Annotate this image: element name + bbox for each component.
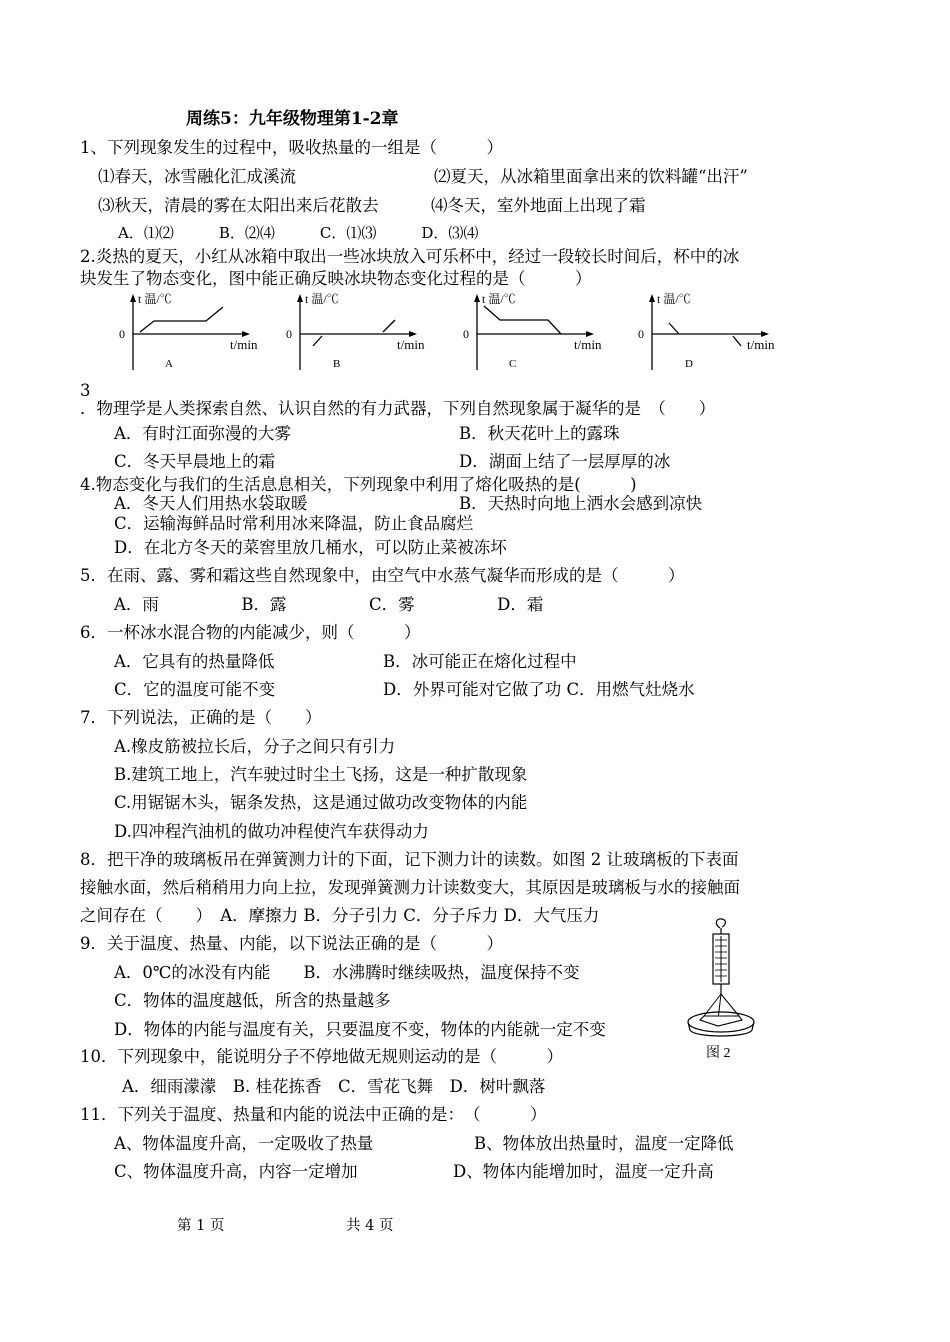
- q11-option-b: B、物体放出热量时，温度一定降低: [474, 1134, 734, 1153]
- q1-item-2: ⑵夏天，从冰箱里面拿出来的饮料罐“出汗”: [434, 167, 748, 186]
- graph-c: [462, 290, 632, 374]
- q4-option-b: B．天热时向地上洒水会感到凉快: [459, 494, 703, 513]
- q6-option-b: B．冰可能正在熔化过程中: [383, 652, 577, 671]
- q3-option-d: D．湖面上结了一层厚厚的冰: [459, 452, 671, 471]
- q5-options: A．雨 B．露 C．雾 D．霜: [114, 595, 544, 614]
- q4-option-c: C．运输海鲜品时常利用冰来降温，防止食品腐烂: [114, 514, 474, 533]
- graph-b-letter: B: [333, 358, 341, 370]
- q9-stem: 9．关于温度、热量、内能，以下说法正确的是（ ）: [80, 934, 503, 953]
- graph-a-letter: A: [165, 358, 173, 370]
- q6-option-a: A．它具有的热量降低: [114, 652, 275, 671]
- q3-option-b: B．秋天花叶上的露珠: [459, 424, 620, 443]
- q1-item-4: ⑷冬天，室外地面上出现了霜: [431, 196, 646, 215]
- q2-stem-1: 2.炎热的夏天，小红从冰箱中取出一些冰块放入可乐杯中，经过一段较长时间后，杯中的冰: [80, 247, 740, 266]
- graph-b: [285, 290, 455, 374]
- q9-option-ab: A．0℃的冰没有内能 B．水沸腾时继续吸热，温度保持不变: [114, 963, 580, 982]
- q3-number: 3: [80, 381, 91, 400]
- q5-stem: 5．在雨、露、雾和霜这些自然现象中，由空气中水蒸气凝华而形成的是（ ）: [80, 566, 685, 585]
- graph-b-origin: 0: [286, 327, 292, 341]
- graph-a-origin: 0: [119, 327, 125, 341]
- q11-option-d: D、物体内能增加时，温度一定升高: [453, 1162, 714, 1181]
- q11-stem: 11．下列关于温度、热量和内能的说法中正确的是： （ ）: [80, 1105, 547, 1124]
- q9-option-c: C．物体的温度越低，所含的热量越多: [114, 991, 391, 1010]
- page-total: 共 4 页: [346, 1218, 394, 1234]
- graph-d-xlabel: t/min: [747, 337, 775, 352]
- q9-option-d: D．物体的内能与温度有关，只要温度不变，物体的内能就一定不变: [114, 1020, 606, 1039]
- graph-b-ylabel: t 温/℃: [305, 292, 339, 306]
- page-number: 第 1 页: [177, 1218, 225, 1234]
- q7-option-d: D.四冲程汽油机的做功冲程使汽车获得动力: [114, 822, 429, 841]
- q8-line-3: 之间存在（ ） A．摩擦力 B．分子引力 C．分子斥力 D．大气压力: [80, 906, 600, 925]
- q4-option-a: A．冬天人们用热水袋取暖: [114, 494, 308, 513]
- q3-option-c: C．冬天早晨地上的霜: [114, 452, 276, 471]
- q10-options: A．细雨濛濛 B. 桂花拣香 C．雪花飞舞 D．树叶飘落: [122, 1077, 546, 1096]
- q1-stem: 1、下列现象发生的过程中，吸收热量的一组是（ ）: [80, 138, 503, 157]
- figure-2-caption: 图 2: [706, 1046, 731, 1061]
- q6-option-d: D．外界可能对它做了功 C．用燃气灶烧水: [383, 680, 695, 699]
- graph-c-origin: 0: [463, 327, 469, 341]
- graph-d-letter: D: [685, 358, 693, 370]
- graph-d-ylabel: t 温/℃: [657, 292, 691, 306]
- q10-stem: 10．下列现象中，能说明分子不停地做无规则运动的是（ ）: [80, 1047, 563, 1066]
- q3-stem: ．物理学是人类探索自然、认识自然的有力武器，下列自然现象属于凝华的是 （ ）: [80, 399, 716, 418]
- figure-2: [684, 916, 764, 1066]
- q7-option-c: C.用锯锯木头，锯条发热，这是通过做功改变物体的内能: [114, 793, 528, 812]
- q1-options: A．⑴⑵ B．⑵⑷ C．⑴⑶ D．⑶⑷: [118, 224, 479, 242]
- q4-option-d: D．在北方冬天的菜窖里放几桶水，可以防止菜被冻坏: [114, 538, 507, 557]
- graph-c-ylabel: t 温/℃: [482, 292, 516, 306]
- q8-line-2: 接触水面，然后稍稍用力向上拉，发现弹簧测力计读数变大，其原因是玻璃板与水的接触面: [80, 878, 740, 897]
- q7-option-a: A.橡皮筋被拉长后，分子之间只有引力: [114, 737, 396, 756]
- q3-option-a: A．有时江面弥漫的大雾: [114, 424, 291, 443]
- page-title: 周练5：九年级物理第1-2章: [186, 109, 399, 129]
- q2-stem-2: 块发生了物态变化，图中能正确反映冰块物态变化过程的是（ ）: [80, 269, 592, 288]
- graph-a-xlabel: t/min: [230, 337, 258, 352]
- q6-stem: 6．一杯冰水混合物的内能减少，则（ ）: [80, 623, 421, 642]
- q4-stem: 4.物态变化与我们的生活息息相关，下列现象中利用了熔化吸热的是( ): [80, 475, 637, 494]
- graph-a-ylabel: t 温/℃: [138, 292, 172, 306]
- q1-item-3: ⑶秋天，清晨的雾在太阳出来后花散去: [98, 196, 379, 215]
- graph-d: [637, 290, 812, 374]
- q7-option-b: B.建筑工地上，汽车驶过时尘土飞扬，这是一种扩散现象: [114, 765, 528, 784]
- q11-option-a: A、物体温度升高，一定吸收了热量: [114, 1134, 374, 1153]
- q8-line-1: 8．把干净的玻璃板吊在弹簧测力计的下面，记下测力计的读数。如图 2 让玻璃板的下表面: [80, 850, 739, 869]
- graph-a: [118, 290, 288, 374]
- q1-item-1: ⑴春天，冰雪融化汇成溪流: [98, 167, 296, 186]
- graph-c-letter: C: [509, 358, 517, 370]
- q11-option-c: C、物体温度升高，内容一定增加: [114, 1162, 358, 1181]
- q6-option-c: C．它的温度可能不变: [114, 680, 276, 699]
- q7-stem: 7．下列说法，正确的是（ ）: [80, 708, 322, 727]
- graph-d-origin: 0: [638, 327, 644, 341]
- graph-c-xlabel: t/min: [574, 337, 602, 352]
- graph-b-xlabel: t/min: [397, 337, 425, 352]
